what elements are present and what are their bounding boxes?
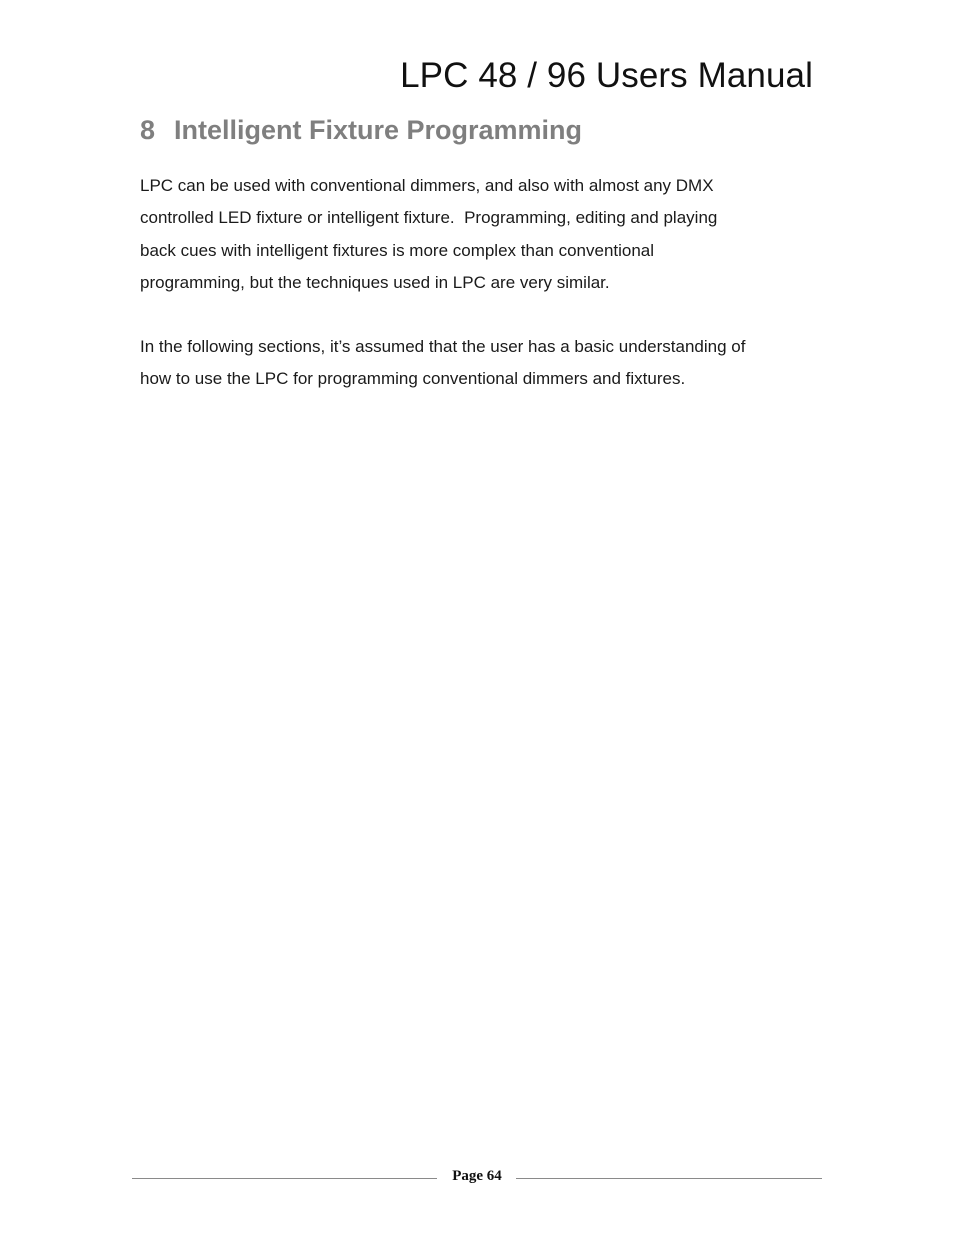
paragraph-line: programming, but the techniques used in LPC are very similar. [140,272,610,292]
section-heading [140,115,582,146]
paragraph-intro [140,170,830,299]
page-footer [132,1168,822,1190]
paragraph-assumption [140,331,830,396]
section-number: 8 [140,115,156,145]
footer-divider-right [516,1178,822,1179]
paragraph-line: LPC can be used with conventional dimmers, and also with almost any DMX [140,176,714,195]
paragraph-line: In the following sections, it’s assumed that the user has a basic understanding of [140,337,746,356]
page-number: Page 64 [452,1168,502,1184]
paragraph-line: how to use the LPC for programming conventional dimmers and fixtures. [140,369,686,389]
paragraph-line: back cues with intelligent fixtures is more complex than conventional [140,240,655,260]
document-header-title: LPC 48 / 96 Users Manual [400,56,813,95]
footer-divider-left [132,1178,437,1179]
paragraph-line: controlled LED fixture or intelligent fixture. Programming, editing and playing [140,208,718,228]
section-title: Intelligent Fixture Programming [174,115,583,145]
